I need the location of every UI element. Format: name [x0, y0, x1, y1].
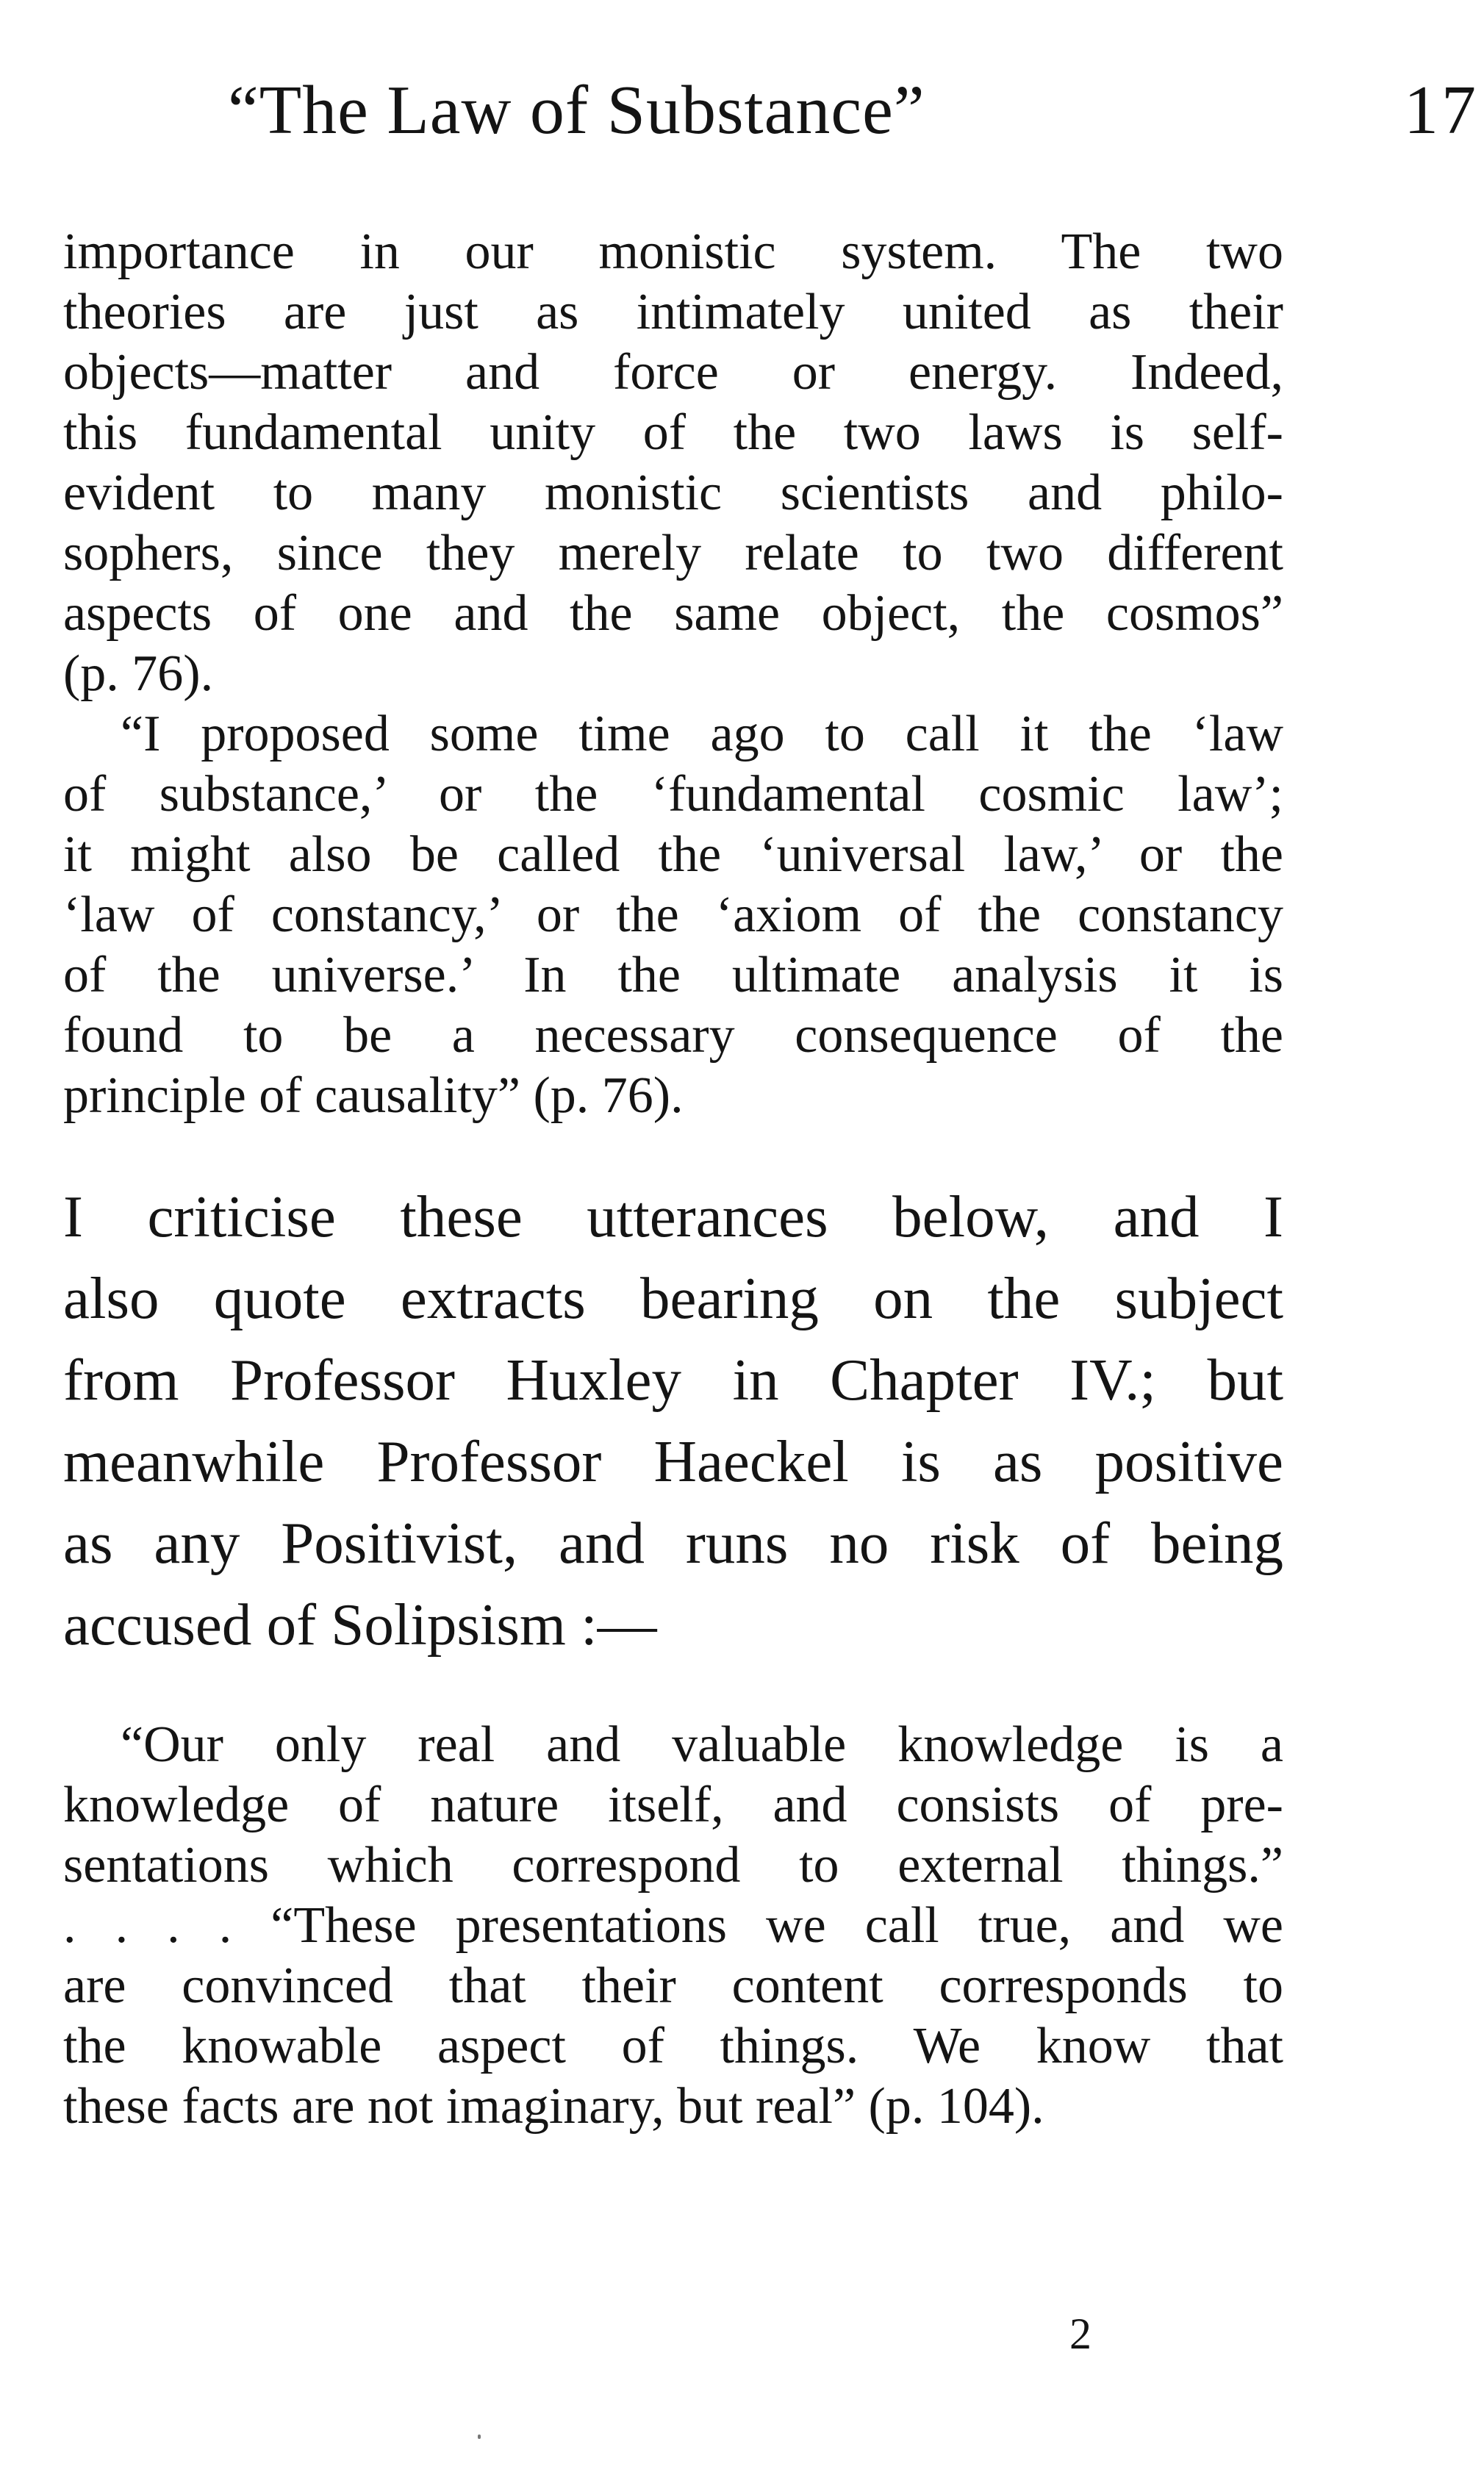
text-line: the knowable aspect of things. We know that	[63, 2018, 1283, 2074]
text-line: I criticise these utterances below, and I	[63, 1183, 1283, 1250]
text-line: found to be a necessary consequence of the	[63, 1007, 1283, 1064]
quote-block-continued	[63, 222, 1283, 704]
text-line: sentations which correspond to external things.”	[63, 1837, 1283, 1894]
quote-block-knowledge	[63, 1715, 1283, 2137]
text-line: importance in our monistic system. The two	[63, 223, 1283, 280]
body-paragraph	[63, 1176, 1283, 1666]
text-line: these facts are not imaginary, but real” (p. 104).	[63, 2078, 1044, 2135]
text-line: ‘law of constancy,’ or the ‘axiom of the constancy	[63, 886, 1283, 943]
quote-block-law-of-substance	[63, 704, 1283, 1126]
text-line: accused of Solipsism :—	[63, 1591, 657, 1658]
text-line: from Professor Huxley in Chapter IV.; but	[63, 1347, 1283, 1413]
signature-mark: 2	[1069, 2310, 1092, 2358]
text-line: of the universe.’ In the ultimate analysis it is	[63, 947, 1283, 1003]
running-title: “The Law of Substance”	[228, 72, 925, 148]
text-line: evident to many monistic scientists and philo-	[63, 465, 1283, 521]
text-line: knowledge of nature itself, and consists of pre-	[63, 1777, 1283, 1833]
paper-speck	[478, 2435, 481, 2439]
text-line: it might also be called the ‘universal law,’ or the	[63, 826, 1283, 883]
text-line: meanwhile Professor Haeckel is as positive	[63, 1428, 1283, 1494]
text-line: . . . . “These presentations we call true, and we	[63, 1897, 1283, 1954]
text-line: principle of causality” (p. 76).	[63, 1067, 684, 1124]
text-line: also quote extracts bearing on the subject	[63, 1265, 1283, 1331]
text-line: aspects of one and the same object, the cosmos”	[63, 585, 1283, 642]
text-line: “Our only real and valuable knowledge is a	[121, 1716, 1283, 1773]
text-line: sophers, since they merely relate to two different	[63, 525, 1283, 581]
page-number: 17	[1404, 72, 1479, 148]
text-line: objects—matter and force or energy. Indeed,	[63, 344, 1283, 401]
text-line: (p. 76).	[63, 645, 214, 702]
text-line: of substance,’ or the ‘fundamental cosmic law’;	[63, 766, 1283, 823]
text-line: theories are just as intimately united as their	[63, 284, 1283, 340]
text-line: as any Positivist, and runs no risk of being	[63, 1510, 1283, 1576]
running-head	[228, 70, 1479, 151]
text-line: this fundamental unity of the two laws is self-	[63, 404, 1283, 461]
text-line: are convinced that their content corresponds to	[63, 1957, 1283, 2014]
text-line: “I proposed some time ago to call it the ‘law	[121, 706, 1283, 762]
